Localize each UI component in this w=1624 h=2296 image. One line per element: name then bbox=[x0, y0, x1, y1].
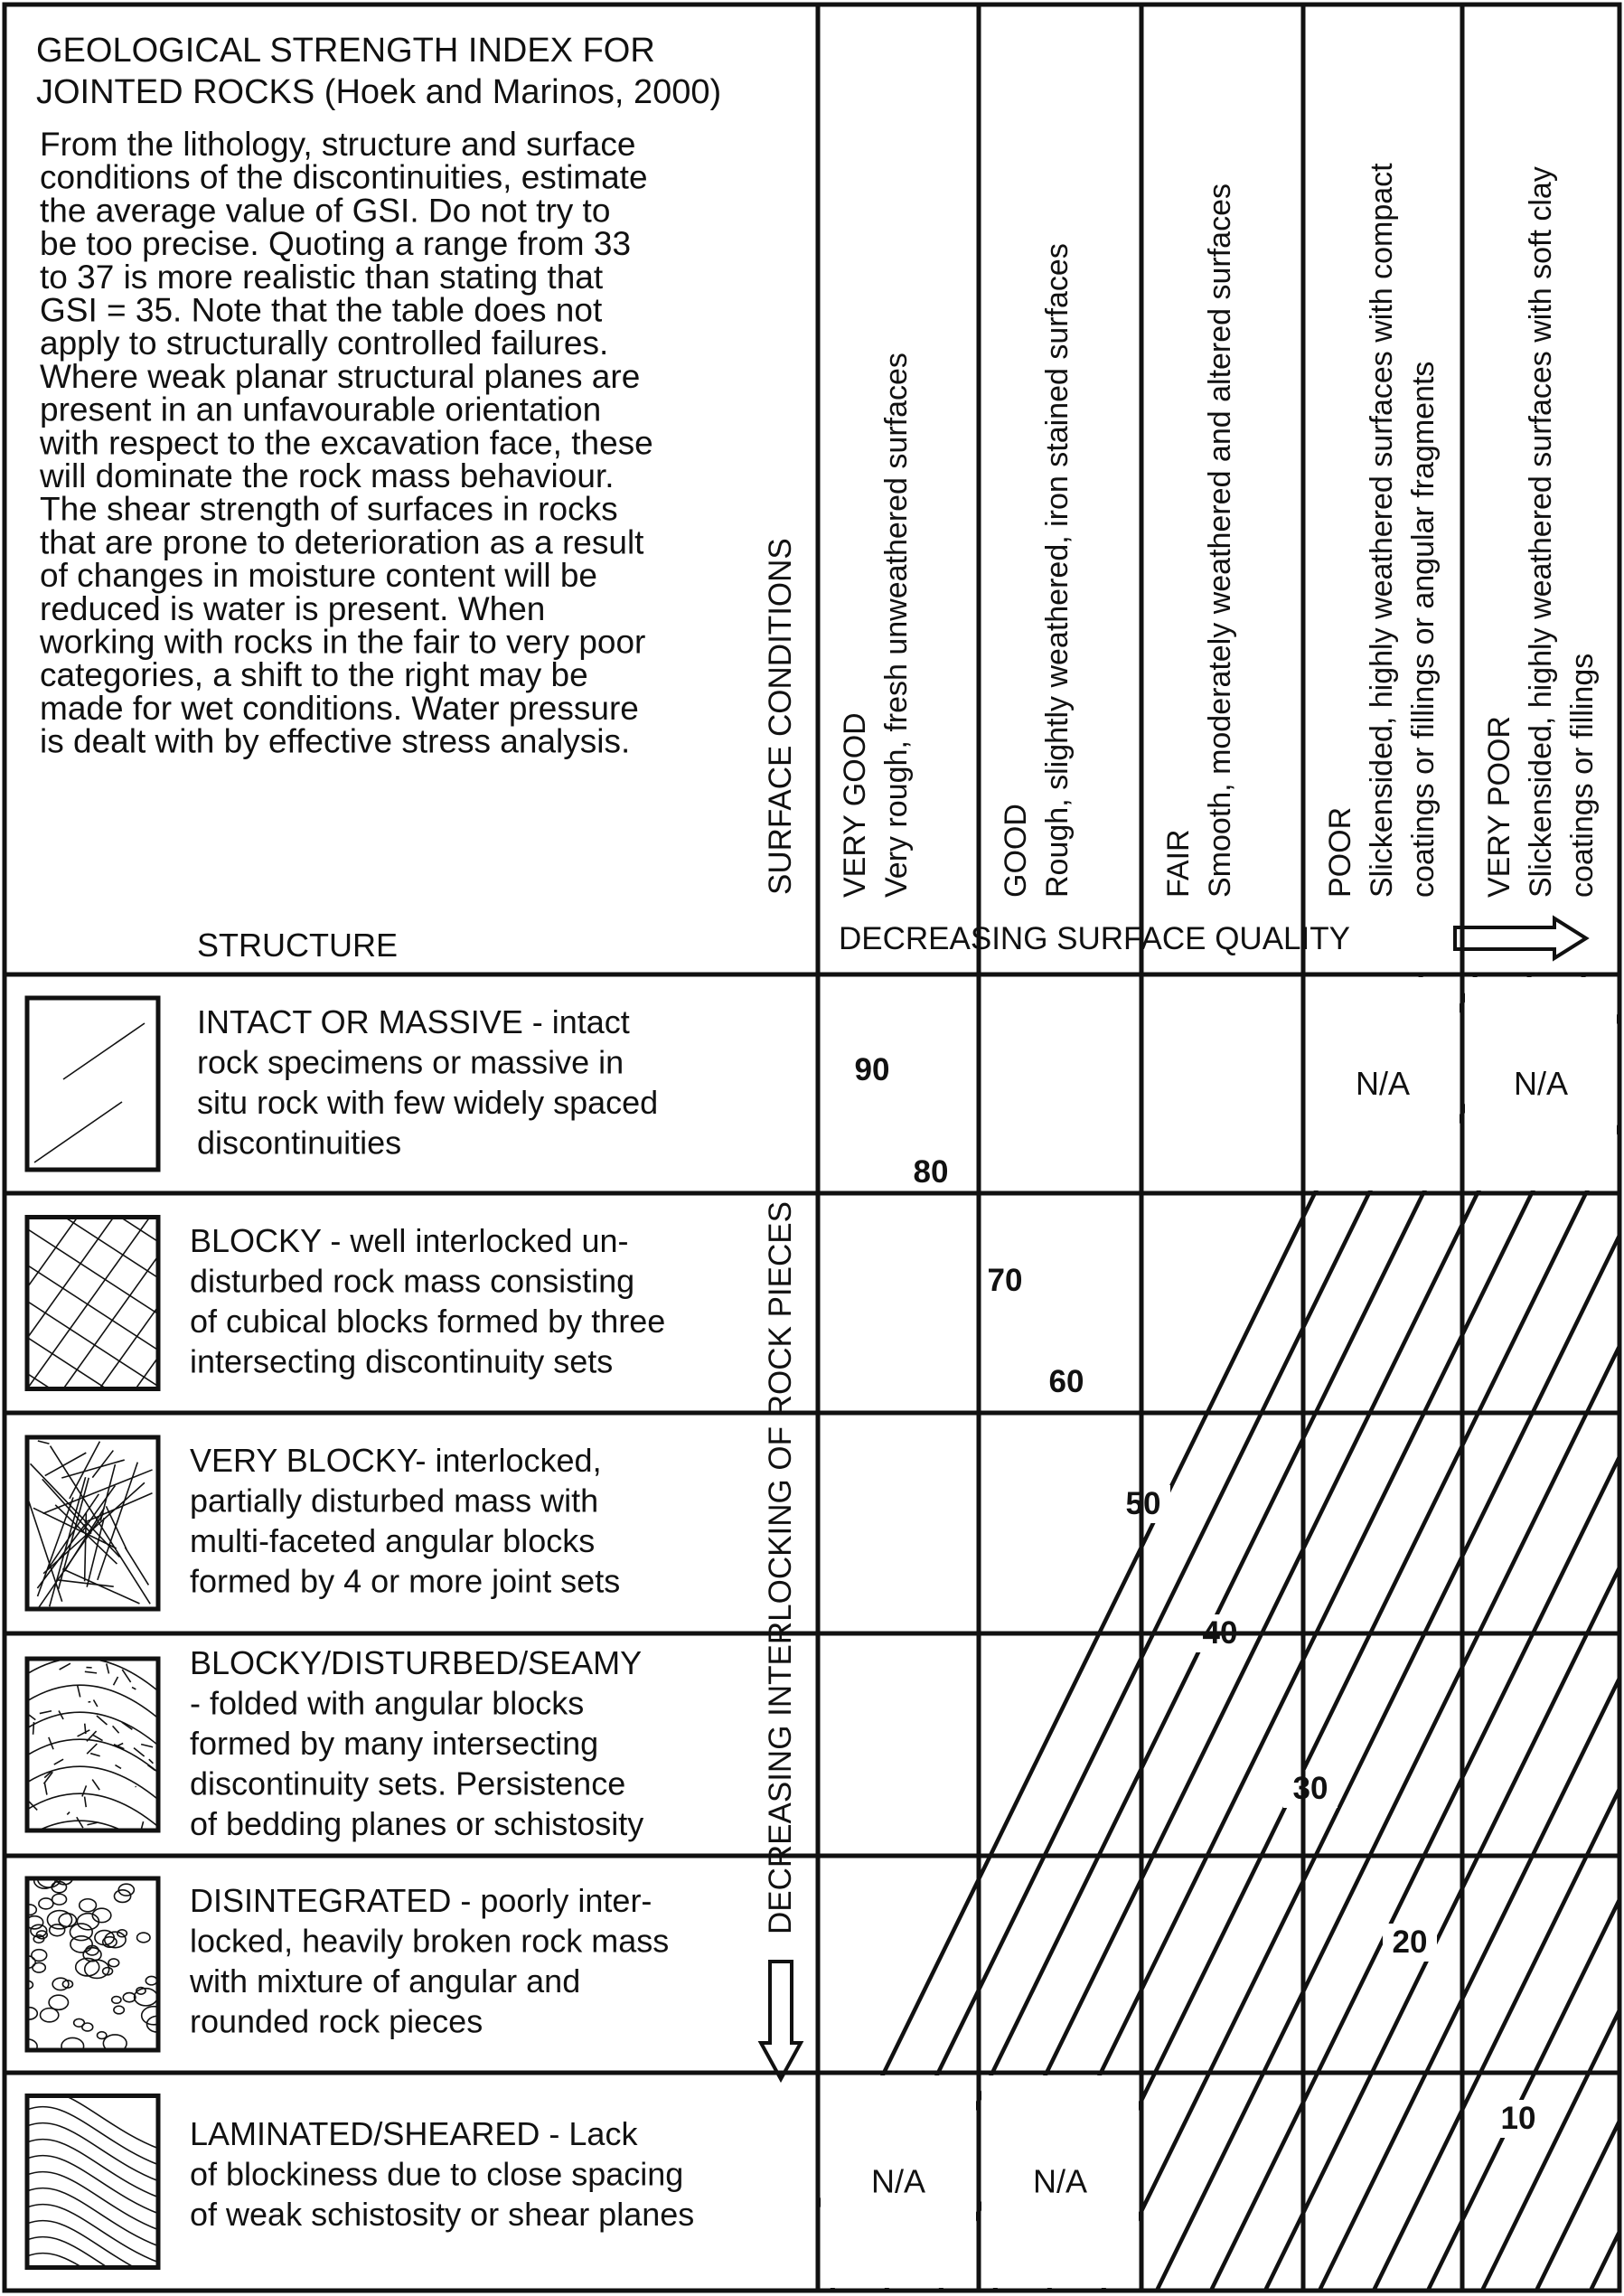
instruction-line: to 37 is more realistic than stating that bbox=[40, 258, 604, 296]
instruction-line: GSI = 35. Note that the table does not bbox=[40, 291, 603, 329]
row-description-4 bbox=[190, 1644, 643, 1842]
instruction-line: will dominate the rock mass behaviour. bbox=[40, 457, 615, 494]
instruction-line: conditions of the discontinuities, estimate bbox=[40, 158, 648, 196]
row-description-line: - folded with angular blocks bbox=[190, 1684, 585, 1722]
row-description-line: formed by many intersecting bbox=[190, 1725, 599, 1762]
instruction-line: The shear strength of surfaces in rocks bbox=[40, 490, 618, 528]
icon-frame bbox=[27, 1218, 158, 1389]
instruction-line: with respect to the excavation face, these bbox=[40, 424, 653, 462]
gsi-label-20: 20 bbox=[1392, 1924, 1428, 1960]
row-description-6 bbox=[190, 2115, 694, 2233]
row-description-line: DISINTEGRATED - poorly inter- bbox=[190, 1882, 652, 1919]
column-header-line: VERY POOR bbox=[1482, 716, 1516, 898]
row-description-line: rock specimens or massive in bbox=[197, 1043, 624, 1081]
row-description-line: rounded rock pieces bbox=[190, 2002, 483, 2040]
title-line-2: JOINTED ROCKS (Hoek and Marinos, 2000) bbox=[36, 73, 722, 111]
row-description-line: BLOCKY - well interlocked un- bbox=[190, 1222, 629, 1259]
column-header-line: GOOD bbox=[999, 804, 1033, 898]
instructions-text bbox=[39, 126, 653, 760]
instruction-line: Where weak planar structural planes are bbox=[40, 357, 641, 395]
column-header-line: VERY GOOD bbox=[838, 712, 872, 898]
na-label: N/A bbox=[1032, 2162, 1088, 2200]
column-header-5 bbox=[1482, 166, 1600, 898]
column-headers bbox=[838, 163, 1600, 898]
row-description-line: BLOCKY/DISTURBED/SEAMY bbox=[190, 1644, 643, 1681]
intact-rock-icon bbox=[27, 998, 158, 1170]
row-description-line: discontinuity sets. Persistence bbox=[190, 1764, 626, 1802]
gsi-label-50: 50 bbox=[1125, 1486, 1161, 1521]
column-header-line: Smooth, moderately weathered and altered surfaces bbox=[1203, 183, 1237, 898]
title-line-1: GEOLOGICAL STRENGTH INDEX FOR bbox=[36, 32, 655, 70]
row-description-line: of bedding planes or schistosity bbox=[190, 1805, 644, 1842]
instruction-line: of changes in moisture content will be bbox=[40, 557, 598, 595]
column-header-1 bbox=[838, 353, 914, 898]
column-header-line: Very rough, fresh unweathered surfaces bbox=[879, 353, 914, 898]
instruction-line: that are prone to deterioration as a result bbox=[40, 523, 644, 561]
column-header-line: coatings or fillings or angular fragments bbox=[1406, 361, 1441, 898]
column-header-line: Slickensided, highly weathered surfaces with compact bbox=[1365, 163, 1399, 898]
arrow-right-icon bbox=[1455, 918, 1586, 958]
row-description-1 bbox=[197, 1003, 658, 1162]
gsi-label-10: 10 bbox=[1500, 2101, 1536, 2136]
row-description-5 bbox=[189, 1882, 669, 2040]
arrow-down-icon bbox=[761, 1962, 801, 2079]
structure-label: STRUCTURE bbox=[197, 927, 398, 964]
gsi-label-90: 90 bbox=[854, 1052, 890, 1087]
row-description-line: disturbed rock mass consisting bbox=[190, 1262, 635, 1300]
row-description-line: LAMINATED/SHEARED - Lack bbox=[190, 2115, 638, 2152]
instruction-line: working with rocks in the fair to very poor bbox=[40, 623, 646, 661]
disintegrated-rock-icon bbox=[18, 1870, 168, 2055]
instruction-line: reduced is water is present. When bbox=[40, 589, 546, 627]
instruction-line: the average value of GSI. Do not try to bbox=[40, 192, 611, 230]
row-description-line: multi-faceted angular blocks bbox=[190, 1522, 596, 1559]
gsi-contour-labels bbox=[845, 1051, 1545, 2138]
instruction-line: be too precise. Quoting a range from 33 bbox=[40, 225, 632, 263]
column-header-2 bbox=[999, 243, 1075, 898]
column-header-line: FAIR bbox=[1161, 829, 1196, 898]
row-description-3 bbox=[190, 1442, 620, 1600]
instruction-line: is dealt with by effective stress analysis. bbox=[40, 722, 631, 760]
decreasing-surface-quality-label: DECREASING SURFACE QUALITY bbox=[839, 921, 1350, 956]
gsi-label-80: 80 bbox=[913, 1154, 949, 1190]
gsi-label-30: 30 bbox=[1292, 1771, 1328, 1806]
row-description-line: INTACT OR MASSIVE - intact bbox=[197, 1003, 630, 1040]
row-description-2 bbox=[190, 1222, 665, 1380]
na-label: N/A bbox=[1355, 1065, 1411, 1102]
gsi-label-40: 40 bbox=[1202, 1615, 1238, 1651]
icon-frame bbox=[27, 1878, 158, 2050]
icon-frame bbox=[27, 1659, 158, 1830]
instruction-line: From the lithology, structure and surface bbox=[40, 126, 636, 163]
row-descriptions bbox=[189, 1003, 694, 2233]
row-description-line: VERY BLOCKY- interlocked, bbox=[190, 1442, 602, 1479]
row-description-line: of blockiness due to close spacing bbox=[190, 2155, 684, 2193]
row-description-line: formed by 4 or more joint sets bbox=[190, 1562, 621, 1600]
instruction-line: categories, a shift to the right may be bbox=[40, 656, 588, 694]
row-description-line: locked, heavily broken rock mass bbox=[190, 1922, 670, 1960]
chart-title bbox=[36, 32, 721, 111]
surface-conditions-label: SURFACE CONDITIONS bbox=[763, 538, 798, 895]
seamy-rock-icon bbox=[23, 1658, 163, 1858]
decreasing-interlocking-label: DECREASING INTERLOCKING OF ROCK PIECES bbox=[763, 1201, 798, 1934]
column-header-line: Rough, slightly weathered, iron stained surfaces bbox=[1040, 243, 1075, 898]
column-header-line: Slickensided, highly weathered surfaces with soft clay bbox=[1524, 166, 1558, 898]
row-description-line: partially disturbed mass with bbox=[190, 1482, 599, 1520]
instruction-line: apply to structurally controlled failures. bbox=[40, 325, 609, 362]
na-label: N/A bbox=[1513, 1065, 1569, 1102]
icon-frame bbox=[27, 998, 158, 1170]
instruction-line: present in an unfavourable orientation bbox=[40, 391, 602, 428]
very-blocky-rock-icon bbox=[27, 1437, 158, 1609]
row-description-line: of weak schistosity or shear planes bbox=[190, 2196, 695, 2233]
column-header-3 bbox=[1161, 183, 1237, 898]
na-label: N/A bbox=[870, 2162, 926, 2200]
column-header-line: coatings or fillings bbox=[1565, 653, 1600, 898]
column-header-4 bbox=[1323, 163, 1441, 898]
row-description-line: of cubical blocks formed by three bbox=[190, 1303, 666, 1340]
row-description-line: intersecting discontinuity sets bbox=[190, 1342, 614, 1380]
gsi-label-60: 60 bbox=[1048, 1364, 1084, 1399]
row-description-line: situ rock with few widely spaced bbox=[197, 1084, 659, 1121]
column-header-line: POOR bbox=[1323, 806, 1357, 898]
laminated-rock-icon bbox=[23, 2091, 163, 2296]
instruction-line: made for wet conditions. Water pressure bbox=[40, 689, 639, 727]
gsi-label-70: 70 bbox=[987, 1263, 1023, 1298]
row-description-line: with mixture of angular and bbox=[190, 1962, 581, 2000]
row-description-line: discontinuities bbox=[197, 1124, 402, 1162]
